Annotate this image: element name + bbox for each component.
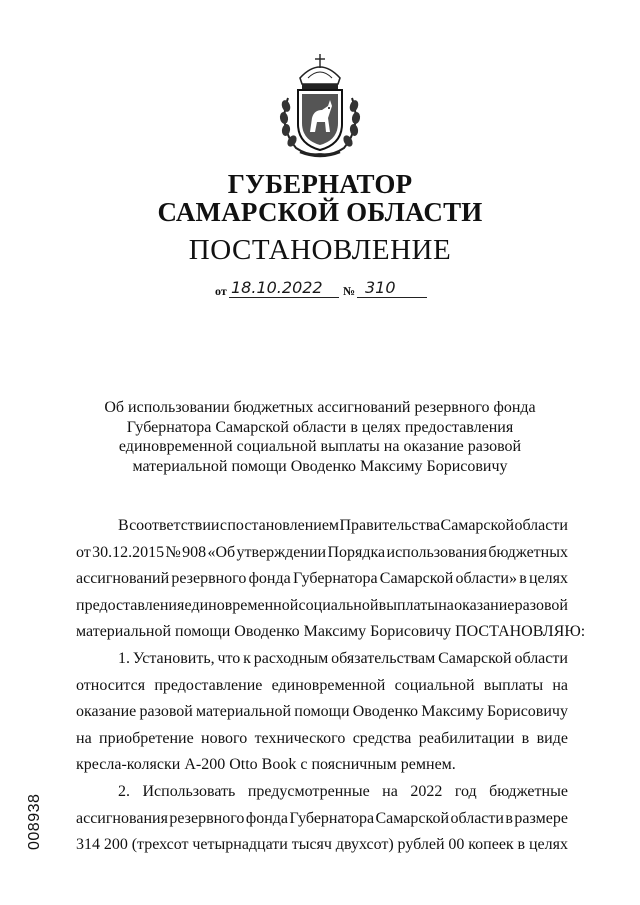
body-line <box>76 513 568 540</box>
body-word: выплаты <box>378 596 438 614</box>
body-word: Борисовичу <box>370 623 456 641</box>
body-word: оказание <box>454 596 515 614</box>
body-word: к <box>243 649 251 667</box>
body-line <box>76 806 568 833</box>
body-line <box>76 566 568 593</box>
body-word: целях <box>528 836 568 854</box>
number-underline <box>357 297 427 298</box>
body-word: Самарской <box>379 570 454 588</box>
body-word: социальной <box>394 676 475 694</box>
body-line <box>76 832 568 859</box>
body-word: технического <box>254 729 346 747</box>
body-word: 00 <box>448 836 465 854</box>
body-word: В <box>118 517 129 534</box>
body-word: Максиму <box>421 703 484 721</box>
document-body <box>76 513 586 859</box>
body-line <box>76 726 568 753</box>
body-word: Самарской <box>440 517 515 534</box>
body-word: Book <box>261 756 301 774</box>
body-word: на <box>76 729 92 747</box>
body-word: на <box>438 596 454 614</box>
body-word: фонда <box>245 809 288 827</box>
body-word: в <box>505 809 513 827</box>
body-word: области <box>514 649 568 667</box>
body-word: помощи <box>294 703 350 721</box>
body-word: ассигнований <box>76 570 170 588</box>
document-date-number <box>215 278 445 300</box>
body-word: размере <box>514 809 568 827</box>
body-line <box>76 673 568 700</box>
body-word: целях <box>528 570 568 588</box>
body-word: ассигнования <box>76 809 168 827</box>
body-word: бюджетных <box>488 543 568 561</box>
body-word: от <box>76 543 91 561</box>
body-word: использования <box>386 543 487 561</box>
body-word: на <box>552 676 568 694</box>
body-word: на <box>382 782 398 800</box>
body-word: (трехсот <box>131 836 189 854</box>
body-word: единовременной <box>184 596 299 614</box>
body-word: единовременной <box>271 676 386 694</box>
body-word: двухсот) <box>335 836 394 854</box>
body-word: Максиму <box>303 623 371 641</box>
body-word: Otto <box>229 756 262 774</box>
number-label: № <box>343 284 356 298</box>
body-word: четырнадцати <box>192 836 288 854</box>
body-word: 908 <box>182 543 207 561</box>
body-word: Губернатора <box>289 809 375 827</box>
number-value: 310 <box>365 278 396 297</box>
body-word: Установить, <box>132 649 215 667</box>
date-underline <box>229 297 339 298</box>
body-word: помощи <box>175 623 235 641</box>
body-word: рублей <box>397 836 445 854</box>
body-word: резервного <box>171 570 247 588</box>
body-line <box>76 619 586 646</box>
body-word: в <box>521 729 530 747</box>
body-word: Порядка <box>327 543 386 561</box>
body-word: разовой <box>514 596 568 614</box>
body-line <box>76 540 568 567</box>
body-word: кресла-коляски <box>76 756 185 774</box>
body-word: области <box>514 517 568 534</box>
body-word: Губернатора <box>292 570 378 588</box>
body-word: виде <box>536 729 568 747</box>
body-word: «Об <box>207 543 236 561</box>
body-line <box>76 779 568 806</box>
body-word: предоставления <box>76 596 185 614</box>
body-word: Самарской <box>375 809 450 827</box>
body-word: материальной <box>76 623 176 641</box>
body-word: средства <box>352 729 412 747</box>
samara-coat-of-arms-icon <box>270 48 370 160</box>
date-label: от <box>215 284 227 298</box>
body-word: тысяч <box>291 836 332 854</box>
body-word: области» <box>455 570 517 588</box>
body-word: соответствии <box>129 517 220 534</box>
body-word: 30.12.2015 <box>92 543 165 561</box>
subject-line: Об использовании бюджетных ассигнований резервного фонда <box>104 399 536 416</box>
body-word: реабилитации <box>418 729 515 747</box>
body-word: оказание <box>76 703 137 721</box>
body-word: социальной <box>298 596 379 614</box>
body-word: Оводенко <box>234 623 304 641</box>
body-word: 1. <box>118 649 130 667</box>
subject-line: Губернатора Самарской области в целях предоставления <box>126 418 514 436</box>
body-word: предусмотренные <box>247 782 370 800</box>
document-type: ПОСТАНОВЛЕНИЕ <box>188 234 452 266</box>
body-word: расходным <box>253 649 329 667</box>
body-word: ремнем. <box>400 756 456 774</box>
body-word: с <box>219 517 227 534</box>
body-word: бюджетные <box>489 782 568 800</box>
body-word: утверждении <box>236 543 327 561</box>
body-word: что <box>217 649 241 667</box>
body-word: постановлением <box>227 517 340 534</box>
body-word: фонда <box>248 570 291 588</box>
body-word: нового <box>201 729 248 747</box>
body-line <box>76 646 568 673</box>
governor-title: ГУБЕРНАТОР <box>227 169 413 199</box>
body-word: материальной <box>196 703 292 721</box>
body-line <box>76 699 568 726</box>
body-word: 200 <box>103 836 128 854</box>
body-word: приобретение <box>99 729 194 747</box>
body-word: выплаты <box>483 676 544 694</box>
body-word: с <box>300 756 312 774</box>
body-word: поясничным <box>311 756 401 774</box>
registration-number: 008938 <box>26 793 43 850</box>
body-word: А-200 <box>184 756 230 774</box>
body-word: резервного <box>169 809 245 827</box>
body-word: разовой <box>139 703 193 721</box>
region-title: САМАРСКОЙ ОБЛАСТИ <box>157 197 483 227</box>
date-value: 18.10.2022 <box>231 278 323 297</box>
body-word: предоставление <box>154 676 263 694</box>
body-word: год <box>454 782 477 800</box>
body-word: Самарской <box>438 649 512 667</box>
body-word: относится <box>76 676 146 694</box>
body-word: № <box>165 543 181 561</box>
body-word: 2. <box>118 782 130 800</box>
body-word: в <box>517 836 526 854</box>
body-word: ПОСТАНОВЛЯЮ: <box>455 623 586 641</box>
document-subject <box>90 398 550 476</box>
subject-line: единовременной социальной выплаты на оказание разовой <box>118 438 522 455</box>
body-word: области <box>450 809 504 827</box>
body-word: 2022 <box>410 782 443 800</box>
body-word: Оводенко <box>352 703 419 721</box>
body-word: копеек <box>468 836 514 854</box>
body-word: обязательствам <box>331 649 436 667</box>
body-word: 314 <box>76 836 100 854</box>
body-word: Борисовичу <box>486 703 568 721</box>
body-word: Правительства <box>339 517 441 534</box>
body-word: Использовать <box>142 782 236 800</box>
subject-line: материальной помощи Оводенко Максиму Борисовичу <box>132 457 508 475</box>
body-word: в <box>519 570 527 588</box>
body-line <box>76 593 568 620</box>
body-line <box>76 752 568 779</box>
